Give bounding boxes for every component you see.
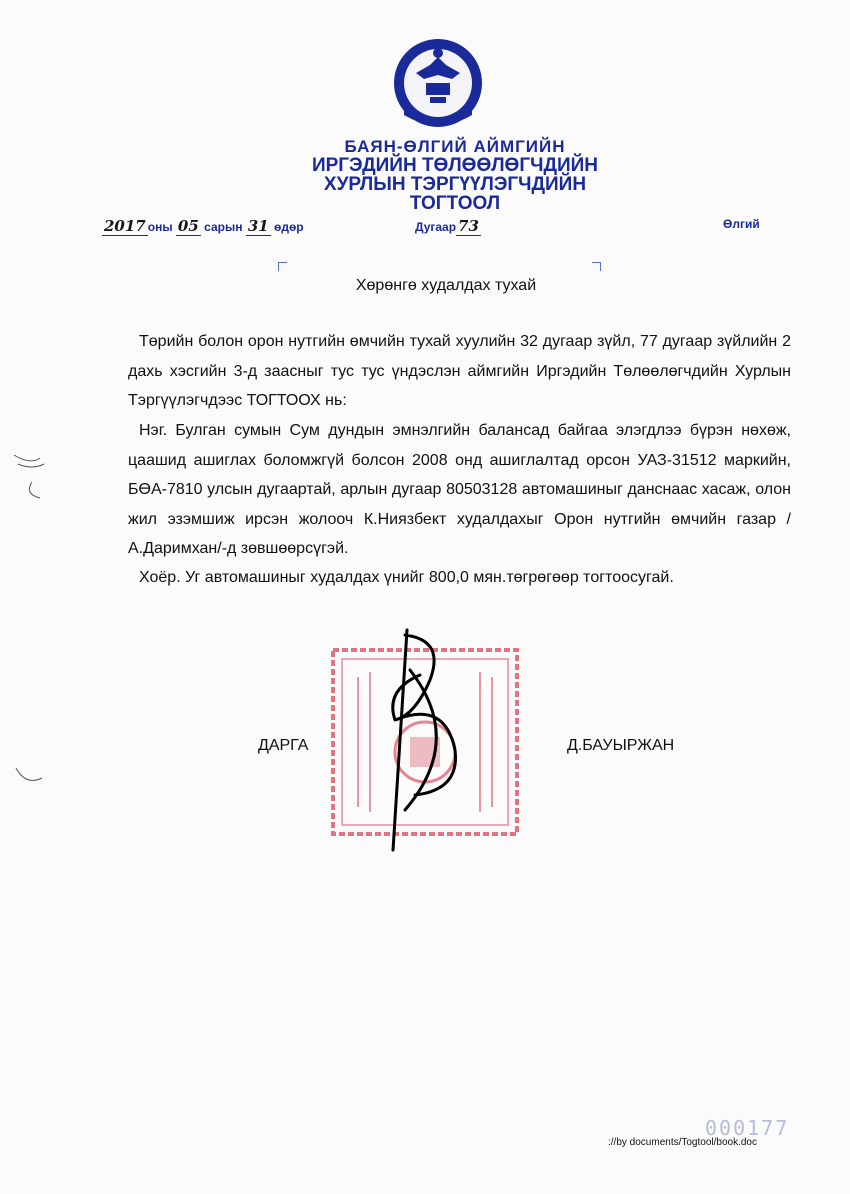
state-emblem xyxy=(390,35,486,135)
margin-marks xyxy=(10,450,50,790)
date-year-suffix: оны xyxy=(147,220,173,234)
date-field xyxy=(102,217,304,236)
signatory-name: Д.БАУЫРЖАН xyxy=(567,737,675,754)
title-bracket-left xyxy=(278,262,287,271)
title-bracket-right xyxy=(592,262,601,271)
paragraph-preamble: Төрийн болон орон нутгийн өмчийн тухай хуулийн 32 дугаар зүйл, 77 дугаар зүйлийн 2 дахь хэсгийн 3-д заасныг тус тус үндэслэн аймгийн Иргэдийн Төлөөлөгчдийн Хурлын Тэргүүлэгчдээс ТОГТООХ нь: xyxy=(128,333,791,409)
resolution-number-field xyxy=(415,217,481,236)
date-month: 05 xyxy=(177,217,199,235)
stamp-number: 000177 xyxy=(705,1116,790,1140)
header-citizens-reps: ИРГЭДИЙН ТӨЛӨӨЛӨГЧДИЙН xyxy=(311,155,599,176)
signatory-title: ДАРГА xyxy=(258,737,309,754)
paragraph-item-two: Хоёр. Уг автомашиныг худалдах үнийг 800,0 мян.төгрөгөөр тогтоосугай. xyxy=(139,569,674,586)
header-province: БАЯН-ӨЛГИЙ АЙМГИЙН xyxy=(344,137,566,156)
date-year: 2017 xyxy=(104,217,146,235)
place: Өлгий xyxy=(723,217,760,231)
date-month-suffix: сарын xyxy=(204,220,243,234)
date-day: 31 xyxy=(247,217,269,235)
header-presidium: ХУРЛЫН ТЭРГҮҮЛЭГЧДИЙН xyxy=(323,174,587,195)
header-resolution: ТОГТООЛ xyxy=(409,193,501,214)
number-label: Дугаар xyxy=(415,220,457,234)
resolution-number: 73 xyxy=(458,217,479,235)
document-title: Хөрөнгө худалдах тухай xyxy=(355,277,537,294)
date-day-suffix: өдөр xyxy=(274,220,304,234)
file-path: ://by documents/Togtool/book.doc xyxy=(608,1137,757,1148)
handwritten-signature xyxy=(375,620,475,860)
paragraph-item-one: Нэг. Булган сумын Сум дундын эмнэлгийн балансад байгаа элэгдлээ бүрэн нөхөж, цаашид ашиглах боломжгүй болсон 2008 онд ашиглалтад орсон УАЗ-31512 маркийн, БӨА-7810 улсын дугаартай, арлын дугаар 80503128 автомашиныг данснаас хасаж, олон жил эзэмшиж ирсэн жолооч К.Ниязбект худалдахыг Орон нутгийн өмчийн газар /А.Даримхан/-д зөвшөөрсүгэй. xyxy=(128,422,791,557)
